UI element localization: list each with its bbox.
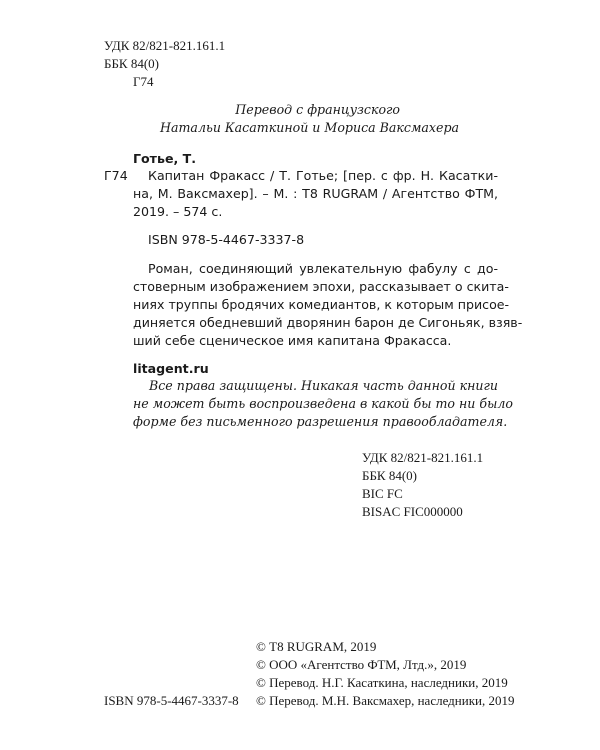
rights-line-3: форме без письменного разрешения правообладателя. xyxy=(133,414,508,429)
record-isbn: ISBN 978-5-4467-3337-8 xyxy=(148,232,305,247)
annotation-line-5: ший себе сценическое имя капитана Фракасса. xyxy=(133,333,452,348)
record-author-mark: Г74 xyxy=(104,168,128,183)
copyright-line-2: © ООО «Агентство ФТМ, Лтд.», 2019 xyxy=(256,657,467,672)
record-line-3: 2019. – 574 с. xyxy=(133,204,223,219)
bbk-code-top: ББК 84(0) xyxy=(104,56,160,71)
translation-line-1: Перевод с французского xyxy=(235,102,400,117)
annotation-line-1: Роман, соединяющий увлекательную фабулу с до- xyxy=(148,261,498,276)
isbn-bottom: ISBN 978-5-4467-3337-8 xyxy=(104,693,239,708)
rights-line-2: не может быть воспроизведена в какой бы то ни было xyxy=(133,396,513,411)
copyright-line-1: © Т8 RUGRAM, 2019 xyxy=(256,639,377,654)
record-line-1: Капитан Фракасс / Т. Готье; [пер. с фр. Н. Касатки- xyxy=(148,168,498,183)
record-author: Готье, Т. xyxy=(133,151,197,166)
annotation-line-4: диняется обедневший дворянин барон де Сигоньяк, взяв- xyxy=(133,315,523,330)
udk-code-top: УДК 82/821-821.161.1 xyxy=(104,38,226,53)
translation-line-2: Натальи Касаткиной и Мориса Ваксмахера xyxy=(160,120,460,135)
copyright-line-4: © Перевод. М.Н. Ваксмахер, наследники, 2019 xyxy=(256,693,515,708)
website-link: litagent.ru xyxy=(133,361,209,376)
annotation-line-3: ниях труппы бродячих комедиантов, к которым присое- xyxy=(133,297,510,312)
record-line-2: на, М. Ваксмахер]. – М. : Т8 RUGRAM / Агентство ФТМ, xyxy=(133,186,498,201)
udk-code-bottom: УДК 82/821-821.161.1 xyxy=(362,450,484,465)
annotation-line-2: стоверным изображением эпохи, рассказывает о скита- xyxy=(133,279,509,294)
bic-code: BIC FC xyxy=(362,486,403,501)
bisac-code: BISAC FIC000000 xyxy=(362,504,463,519)
copyright-line-3: © Перевод. Н.Г. Касаткина, наследники, 2019 xyxy=(256,675,508,690)
rights-line-1: Все права защищены. Никакая часть данной книги xyxy=(149,378,498,393)
author-mark-top: Г74 xyxy=(133,74,154,89)
bbk-code-bottom: ББК 84(0) xyxy=(362,468,418,483)
